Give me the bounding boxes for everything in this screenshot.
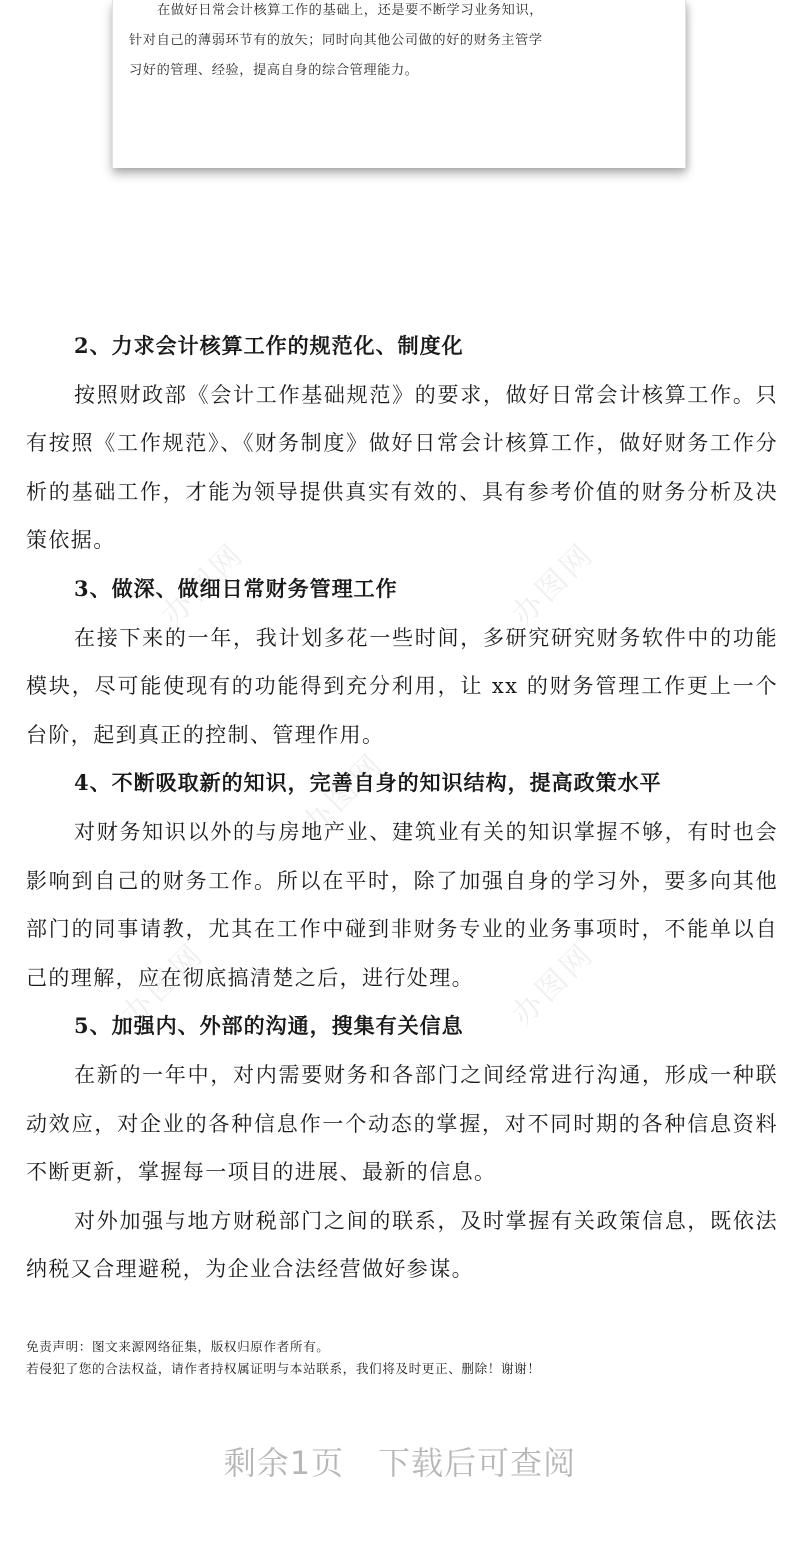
download-to-view-label[interactable]: 下载后可查阅: [378, 1444, 577, 1482]
section-heading: 4、不断吸取新的知识，完善自身的知识结构，提高政策水平: [74, 770, 662, 796]
preview-line: 针对自己的薄弱环节有的放矢；同时向其他公司做的好的财务主管学: [129, 33, 543, 48]
document-body: [26, 322, 778, 1294]
disclaimer: [26, 1336, 778, 1380]
watermark: 办图网: [295, 746, 392, 843]
section-heading: 3、做深、做细日常财务管理工作: [74, 575, 398, 601]
section-heading: 2、力求会计核算工作的规范化、制度化: [74, 333, 464, 358]
section-paragraph: 按照财政部《会计工作基础规范》的要求，做好日常会计核算工作。只有按照《工作规范》、《财务制度》做好日常会计核算工作，做好财务工作分析的基础工作，才能为领导提供真实有效的、具有参考价值的财务分析及决策依据。: [26, 382, 778, 553]
section-heading: 5、加强内、外部的沟通，搜集有关信息: [74, 1013, 464, 1039]
preview-line: 在做好日常会计核算工作的基础上，还是要不断学习业务知识，: [157, 3, 544, 18]
disclaimer-line: 免责声明：图文来源网络征集，版权归原作者所有。: [26, 1339, 330, 1354]
preview-page-card: [112, 0, 686, 168]
section-paragraph: 对外加强与地方财税部门之间的联系，及时掌握有关政策信息，既依法纳税又合理避税，为企业合法经营做好参谋。: [26, 1208, 778, 1282]
watermark: 办图网: [505, 536, 602, 633]
preview-text: [129, 0, 669, 86]
section-paragraph: 在接下来的一年，我计划多花一些时间，多研究研究财务软件中的功能模块，尽可能使现有的功能得到充分利用，让 xx 的财务管理工作更上一个台阶，起到真正的控制、管理作用。: [26, 625, 778, 747]
download-prompt[interactable]: [0, 1438, 800, 1484]
watermark: 办图网: [155, 536, 252, 633]
watermark: 办图网: [505, 936, 602, 1033]
preview-line: 习好的管理、经验，提高自身的综合管理能力。: [129, 63, 419, 78]
section-paragraph: 对财务知识以外的与房地产业、建筑业有关的知识掌握不够，有时也会影响到自己的财务工作。所以在平时，除了加强自身的学习外，要多向其他部门的同事请教，尤其在工作中碰到非财务专业的业务事项时，不能单以自己的理解，应在彻底搞清楚之后，进行处理。: [26, 819, 778, 990]
remaining-pages-label: 剩余1页: [223, 1444, 345, 1482]
section-paragraph: 在新的一年中，对内需要财务和各部门之间经常进行沟通，形成一种联动效应，对企业的各种信息作一个动态的掌握，对不同时期的各种信息资料不断更新，掌握每一项目的进展、最新的信息。: [26, 1062, 778, 1185]
watermark: 办图网: [115, 936, 212, 1033]
disclaimer-line: 若侵犯了您的合法权益，请作者持权属证明与本站联系，我们将及时更正、删除！谢谢！: [26, 1361, 541, 1376]
